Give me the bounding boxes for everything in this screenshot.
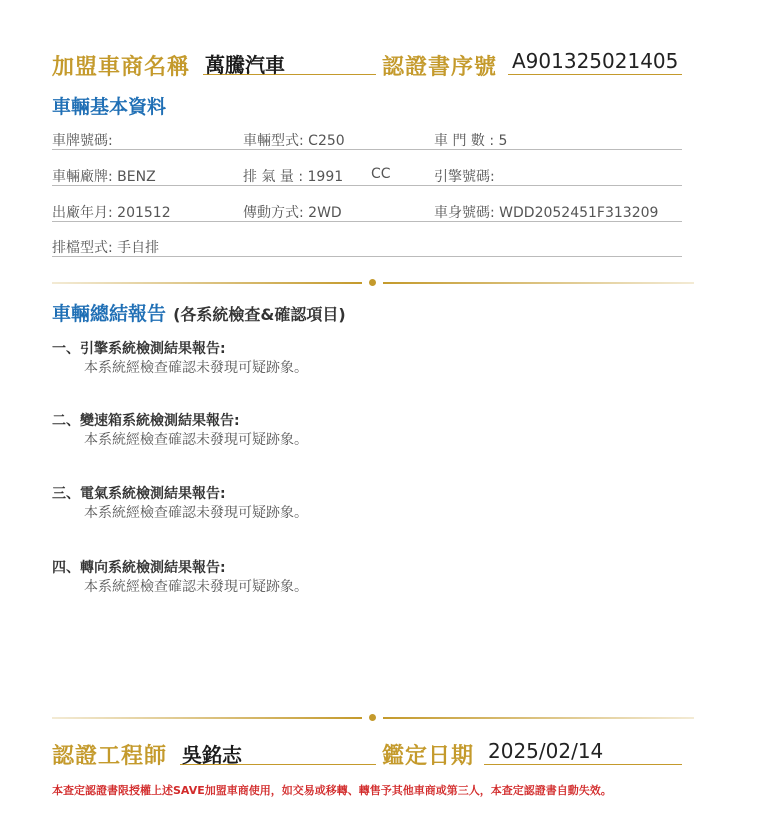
brand-field: 車輛廠牌: BENZ xyxy=(52,169,156,185)
doors-field: 車 門 數 : 5 xyxy=(434,133,508,149)
gearbox-field: 排檔型式: 手自排 xyxy=(52,240,160,256)
gold-divider xyxy=(52,278,694,288)
plate-field: 車牌號碼: xyxy=(52,133,113,149)
cert-label: 認證書序號 xyxy=(382,55,498,80)
row-divider xyxy=(52,256,682,257)
section-body: 本系統經檢查確認未發現可疑跡象。 xyxy=(84,432,308,448)
section-heading: 三、電氣系統檢測結果報告: xyxy=(52,486,226,502)
section-heading: 一、引擎系統檢測結果報告: xyxy=(52,341,226,357)
model-field: 車輛型式: C250 xyxy=(243,133,345,149)
section-heading: 四、轉向系統檢測結果報告: xyxy=(52,560,226,576)
dealer-label: 加盟車商名稱 xyxy=(52,55,191,80)
date-field xyxy=(484,737,682,765)
authorization-notice: 本查定認證書限授權上述SAVE加盟車商使用，如交易或移轉、轉售予其他車商或第三人，本查定認證書自動失效。 xyxy=(52,784,612,797)
section-body: 本系統經檢查確認未發現可疑跡象。 xyxy=(84,360,308,376)
vehicle-section-title: 車輛基本資料 xyxy=(52,96,167,118)
gold-divider xyxy=(52,713,694,723)
vin-field: 車身號碼: WDD2052451F313209 xyxy=(434,205,659,221)
section-body: 本系統經檢查確認未發現可疑跡象。 xyxy=(84,579,308,595)
date-value: 2025/02/14 xyxy=(488,739,604,763)
dealer-value: 萬騰汽車 xyxy=(205,53,285,77)
displacement-unit: CC xyxy=(371,166,391,182)
displacement-field: 排 氣 量 : 1991 xyxy=(243,169,344,185)
date-label: 鑑定日期 xyxy=(382,744,475,769)
cert-value: A901325021405 xyxy=(512,49,679,73)
section-body: 本系統經檢查確認未發現可疑跡象。 xyxy=(84,505,308,521)
dealer-field xyxy=(203,47,376,75)
cert-field xyxy=(508,47,682,75)
section-heading: 二、變速箱系統檢測結果報告: xyxy=(52,413,240,429)
engineer-label: 認證工程師 xyxy=(52,744,168,769)
report-subtitle: (各系統檢查&確認項目) xyxy=(173,305,346,324)
report-title: 車輛總結報告 xyxy=(52,303,167,325)
row-divider xyxy=(52,221,682,222)
engineer-field xyxy=(180,737,376,765)
row-divider xyxy=(52,185,682,186)
year-field: 出廠年月: 201512 xyxy=(52,205,171,221)
engineer-value: 吳銘志 xyxy=(182,743,242,767)
drive-field: 傳動方式: 2WD xyxy=(243,205,342,221)
row-divider xyxy=(52,149,682,150)
report-title-row xyxy=(52,299,346,326)
engine-number-field: 引擎號碼: xyxy=(434,169,495,185)
